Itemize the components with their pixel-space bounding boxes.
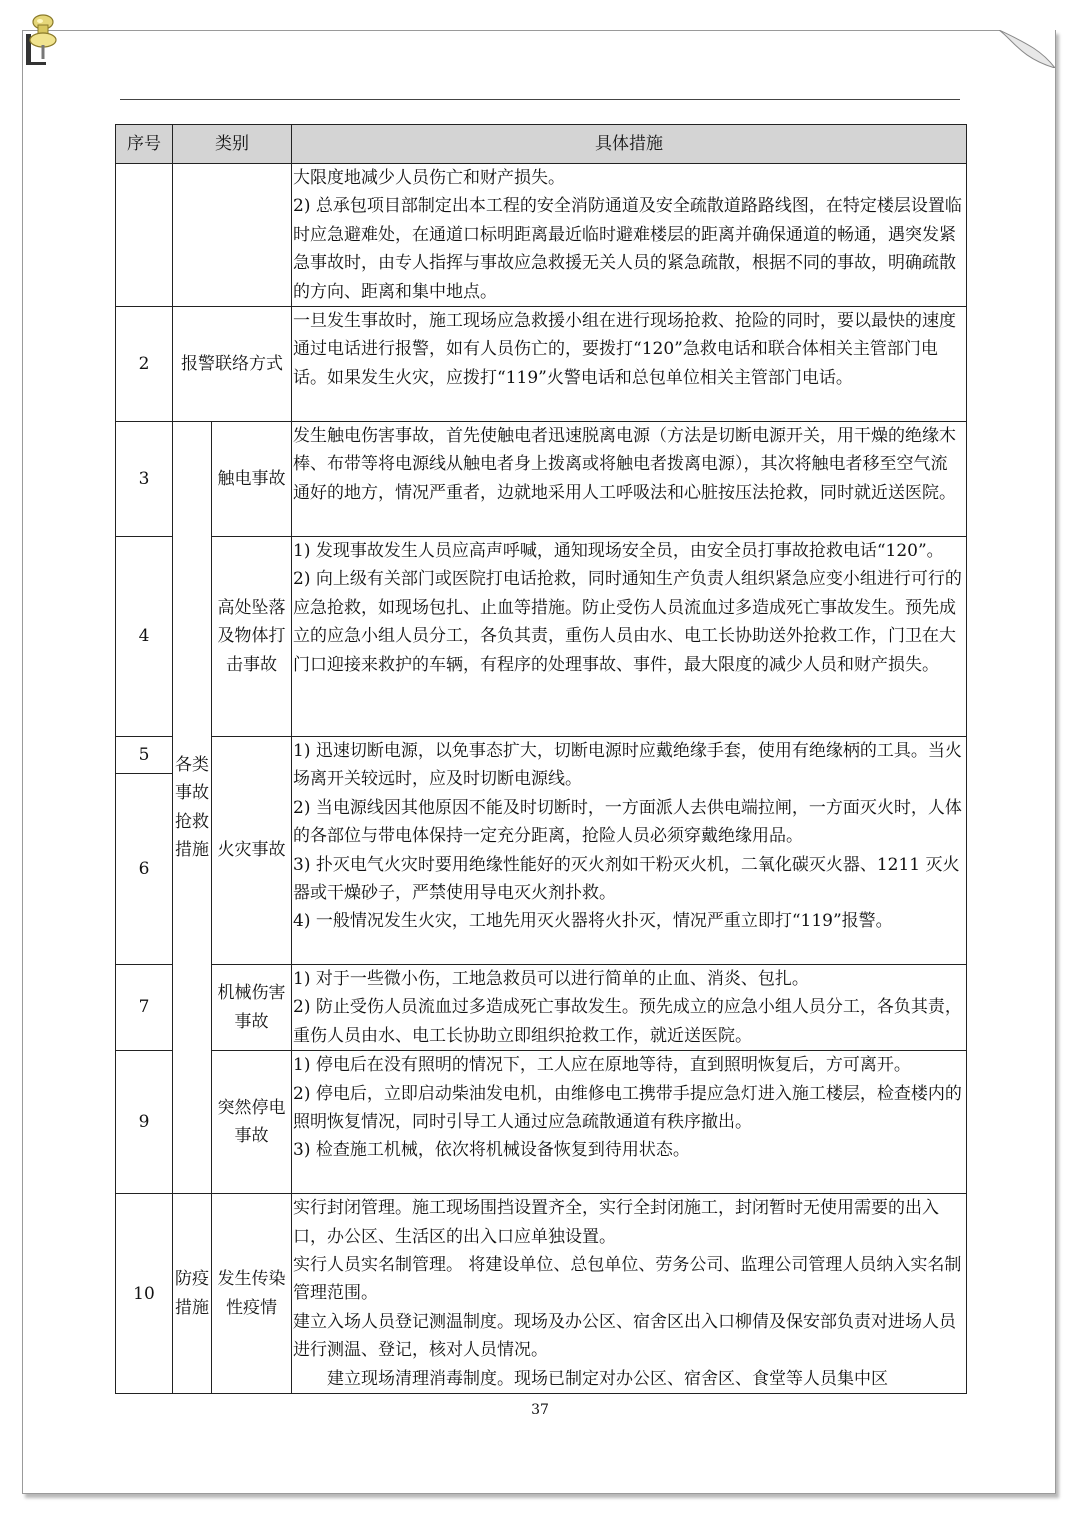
content-line: 一旦发生事故时，施工现场应急救援小组在进行现场抢救、抢险的同时，要以最快的速度通过电话进行报警，如有人员伤亡的，要拨打“120”急救电话和联合体相关主管部门电话。如果发生火灾，应拨打“119”火警电话和总包单位相关主管部门电话。	[293, 311, 956, 388]
content-line: 1) 对于一些微小伤，工地急救员可以进行简单的止血、消炎、包扎。	[293, 969, 809, 990]
row-number: 6	[116, 774, 173, 965]
row-number: 4	[116, 537, 173, 737]
row-category: 机械伤害事故	[212, 965, 292, 1051]
table-row	[116, 537, 967, 737]
content-line: 实行封闭管理。施工现场围挡设置齐全，实行全封闭施工，封闭暂时无使用需要的出入口，办公区、生活区的出入口应单独设置。	[293, 1198, 939, 1247]
pushpin-icon	[24, 12, 64, 70]
header-rule	[120, 99, 960, 100]
content-line: 发生触电伤害事故，首先使触电者迅速脱离电源（方法是切断电源开关，用干燥的绝缘木棒、布带等将电源线从触电者身上拨离或将触电者拨离电源），其次将触电者移至空气流通好的地方，情况严重者，边就地采用人工呼吸法和心脏按压法抢救，同时就近送医院。	[293, 426, 956, 503]
row-category	[173, 164, 292, 307]
row-number: 2	[116, 307, 173, 422]
header-measures: 具体措施	[292, 125, 967, 164]
content-line: 3) 检查施工机械，依次将机械设备恢复到待用状态。	[293, 1140, 690, 1161]
row-number: 7	[116, 965, 173, 1051]
content-line: 1) 发现事故发生人员应高声呼喊，通知现场安全员，由安全员打事故抢救电话“120”。	[293, 541, 944, 562]
page-number: 37	[531, 1402, 549, 1418]
row-category: 发生传染性疫情	[212, 1194, 292, 1394]
content-line: 2) 总承包项目部制定出本工程的安全消防通道及安全疏散道路路线图，在特定楼层设置临时应急避难处，在通道口标明距离最近临时避难楼层的距离并确保通道的畅通，遇突发紧急事故时，由专人指挥与事故应急救援无关人员的紧急疏散，根据不同的事故，明确疏散的方向、距离和集中地点。	[293, 196, 962, 302]
row-category: 触电事故	[212, 422, 292, 537]
content-line: 1) 迅速切断电源，以免事态扩大，切断电源时应戴绝缘手套，使用有绝缘柄的工具。当火场离开关较远时，应及时切断电源线。	[293, 741, 962, 790]
row-content	[292, 1194, 967, 1394]
content-line: 2) 停电后，立即启动柴油发电机，由维修电工携带手提应急灯进入施工楼层，检查楼内的照明恢复情况，同时引导工人通过应急疏散通道有秩序撤出。	[293, 1083, 962, 1133]
content-line: 2) 防止受伤人员流血过多造成死亡事故发生。预先成立的应急小组人员分工，各负其责，重伤人员由水、电工长协助立即组织抢救工作，就近送医院。	[293, 997, 962, 1046]
row-content	[292, 307, 967, 422]
content-line: 大限度地减少人员伤亡和财产损失。	[293, 168, 565, 188]
row-content	[292, 1051, 967, 1194]
row-number: 10	[116, 1194, 173, 1394]
row-number: 5	[116, 737, 173, 774]
header-seq: 序号	[116, 125, 173, 164]
content-line: 1) 停电后在没有照明的情况下，工人应在原地等待，直到照明恢复后，方可离开。	[293, 1055, 911, 1076]
row-category: 报警联络方式	[173, 307, 292, 422]
content-line: 3) 扑灭电气火灾时要用绝缘性能好的灭火剂如干粉灭火机，二氧化碳灭火器、1211 灭火器或干燥砂子，严禁使用导电灭火剂扑救。	[293, 854, 960, 904]
table-header-row	[116, 125, 967, 164]
row-number: 9	[116, 1051, 173, 1194]
row-content	[292, 422, 967, 537]
table-row	[116, 422, 967, 537]
group-label-accident: 各类事故抢救措施	[173, 422, 212, 1194]
row-content	[292, 164, 967, 307]
table-row	[116, 737, 967, 774]
table-row	[116, 307, 967, 422]
table-row	[116, 965, 967, 1051]
measures-table	[115, 124, 967, 1394]
table-row	[116, 164, 967, 307]
header-category: 类别	[173, 125, 292, 164]
row-number: 3	[116, 422, 173, 537]
content-line: 实行人员实名制管理。 将建设单位、总包单位、劳务公司、监理公司管理人员纳入实名制管理范围。	[293, 1255, 962, 1304]
row-content	[292, 537, 967, 737]
row-category: 突然停电事故	[212, 1051, 292, 1194]
row-category: 火灾事故	[212, 737, 292, 965]
page-curl-icon	[999, 30, 1055, 68]
table-row	[116, 1051, 967, 1194]
content-line: 2) 向上级有关部门或医院打电话抢救，同时通知生产负责人组织紧急应变小组进行可行的应急抢救，如现场包扎、止血等措施。防止受伤人员流血过多造成死亡事故发生。预先成立的应急小组人员分工，各负其责，重伤人员由水、电工长协助送外抢救工作，门卫在大门口迎接来救护的车辆，有程序的处理事故、事件，最大限度的减少人员和财产损失。	[293, 569, 962, 675]
row-number	[116, 164, 173, 307]
table-row	[116, 1194, 967, 1394]
group-label-epidemic: 防疫措施	[173, 1194, 212, 1394]
content-line: 建立现场清理消毒制度。现场已制定对办公区、宿舍区、食堂等人员集中区	[293, 1368, 888, 1389]
row-content	[292, 737, 967, 965]
content-line: 建立入场人员登记测温制度。现场及办公区、宿舍区出入口柳倩及保安部负责对进场人员进行测温、登记，核对人员情况。	[293, 1311, 956, 1361]
content-line: 2) 当电源线因其他原因不能及时切断时，一方面派人去供电端拉闸，一方面灭火时，人体的各部位与带电体保持一定充分距离，抢险人员必须穿戴绝缘用品。	[293, 797, 962, 847]
row-category: 高处坠落及物体打击事故	[212, 537, 292, 737]
row-content	[292, 965, 967, 1051]
content-line: 4) 一般情况发生火灾，工地先用灭火器将火扑灭，情况严重立即打“119”报警。	[293, 911, 893, 932]
